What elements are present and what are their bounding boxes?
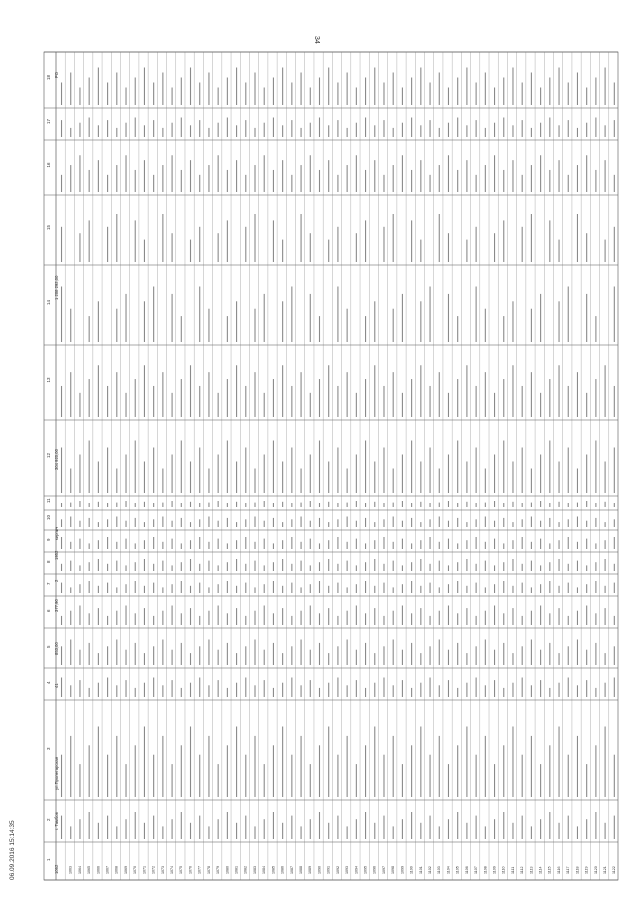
row-id: 1070 [133, 866, 138, 874]
row-id: 1080 [225, 866, 230, 874]
row-id: 1100 [409, 866, 414, 874]
column-number: 1 [46, 858, 51, 861]
row-id: 1119 [584, 866, 589, 874]
row-id: 1082 [243, 866, 248, 874]
column-number: 4 [46, 681, 51, 684]
cell-floors: 2 [54, 579, 59, 582]
row-id: 1087 [289, 866, 294, 874]
row-id: 1111 [510, 866, 515, 874]
row-id: 1098 [391, 866, 396, 874]
row-id: 1108 [483, 866, 488, 874]
row-id: 1086 [280, 866, 285, 874]
column-number: 2 [46, 818, 51, 821]
row-id: 1104 [446, 866, 451, 874]
row-id: 1103 [437, 866, 442, 874]
row-id: 1083 [252, 866, 257, 874]
row-id: 1071 [142, 866, 147, 874]
row-id: 1081 [234, 866, 239, 874]
row-id: 1117 [566, 866, 571, 874]
row-id: 1106 [464, 866, 469, 874]
column-number: 15 [46, 224, 51, 230]
column-number: 3 [46, 747, 51, 750]
column-number: 16 [46, 162, 51, 168]
row-id: 1091 [326, 866, 331, 874]
row-id: 1115 [547, 866, 552, 874]
row-id: 1063 [68, 866, 73, 874]
row-id: 1094 [354, 866, 359, 874]
column-number: 14 [46, 299, 51, 305]
column-number: 7 [46, 582, 51, 585]
column-number: 9 [46, 538, 51, 541]
row-id: 1079 [216, 866, 221, 874]
column-number: 6 [46, 609, 51, 612]
row-id: 1069 [123, 866, 128, 874]
row-id: 1118 [575, 866, 580, 874]
column-number: 12 [46, 452, 51, 458]
row-id: 1105 [455, 866, 460, 874]
footer-timestamp: 06.09.2016 15:14:35 [9, 820, 16, 880]
row-id: 1096 [372, 866, 377, 874]
cell-area2: 377,90 [54, 599, 59, 612]
row-id: 1095 [363, 866, 368, 874]
row-id: 1078 [206, 866, 211, 874]
column-number: 11 [46, 498, 51, 503]
row-id: 1113 [529, 866, 534, 874]
page-number: 34 [313, 36, 320, 44]
cell-city: г. Тамбов [54, 812, 59, 830]
cell-area: 853,00 [54, 642, 59, 655]
row-id: 1090 [317, 866, 322, 874]
row-id: 1101 [418, 866, 423, 874]
row-id: 1072 [151, 866, 156, 874]
cell-street: ул.Пролетарская [54, 757, 59, 790]
row-id: 1077 [197, 866, 202, 874]
row-id: 1102 [427, 866, 432, 874]
column-number: 8 [46, 560, 51, 563]
cell-col18: РО [54, 72, 59, 78]
cell-cost: 304 920,00 [54, 449, 59, 470]
cell-id: 1062 [54, 864, 59, 874]
row-id: 1066 [96, 866, 101, 874]
row-id: 1092 [335, 866, 340, 874]
column-number: 13 [46, 377, 51, 383]
cell-wall: кирпич [54, 526, 59, 540]
row-id: 1097 [381, 866, 386, 874]
row-id: 1121 [603, 866, 608, 874]
row-id: 1120 [593, 866, 598, 874]
row-id: 1112 [520, 866, 525, 874]
row-id: 1075 [179, 866, 184, 874]
row-id: 1074 [170, 866, 175, 874]
row-id: 1089 [308, 866, 313, 874]
column-number: 18 [46, 74, 51, 80]
column-number: 17 [46, 118, 51, 124]
row-id: 1073 [160, 866, 165, 874]
row-id: 1107 [474, 866, 479, 874]
row-id: 1065 [87, 866, 92, 874]
column-number: 5 [46, 645, 51, 648]
row-id: 1064 [77, 866, 82, 874]
cell-house: 41 [54, 683, 59, 688]
row-id: 1116 [556, 866, 561, 874]
row-id: 1099 [400, 866, 405, 874]
row-id: 1093 [345, 866, 350, 874]
row-id: 1114 [538, 866, 543, 874]
column-number: 10 [46, 514, 51, 520]
row-id: 1088 [298, 866, 303, 874]
row-id: 1076 [188, 866, 193, 874]
row-id: 1068 [114, 866, 119, 874]
row-id: 1110 [501, 866, 506, 874]
row-id: 1067 [105, 866, 110, 874]
row-id: 1109 [492, 866, 497, 874]
cell-year: 1952 [54, 550, 59, 560]
row-id: 1122 [612, 866, 617, 874]
row-id: 1084 [262, 866, 267, 874]
cell-col14: 1 208 292,00 [54, 275, 59, 300]
row-id: 1085 [271, 866, 276, 874]
